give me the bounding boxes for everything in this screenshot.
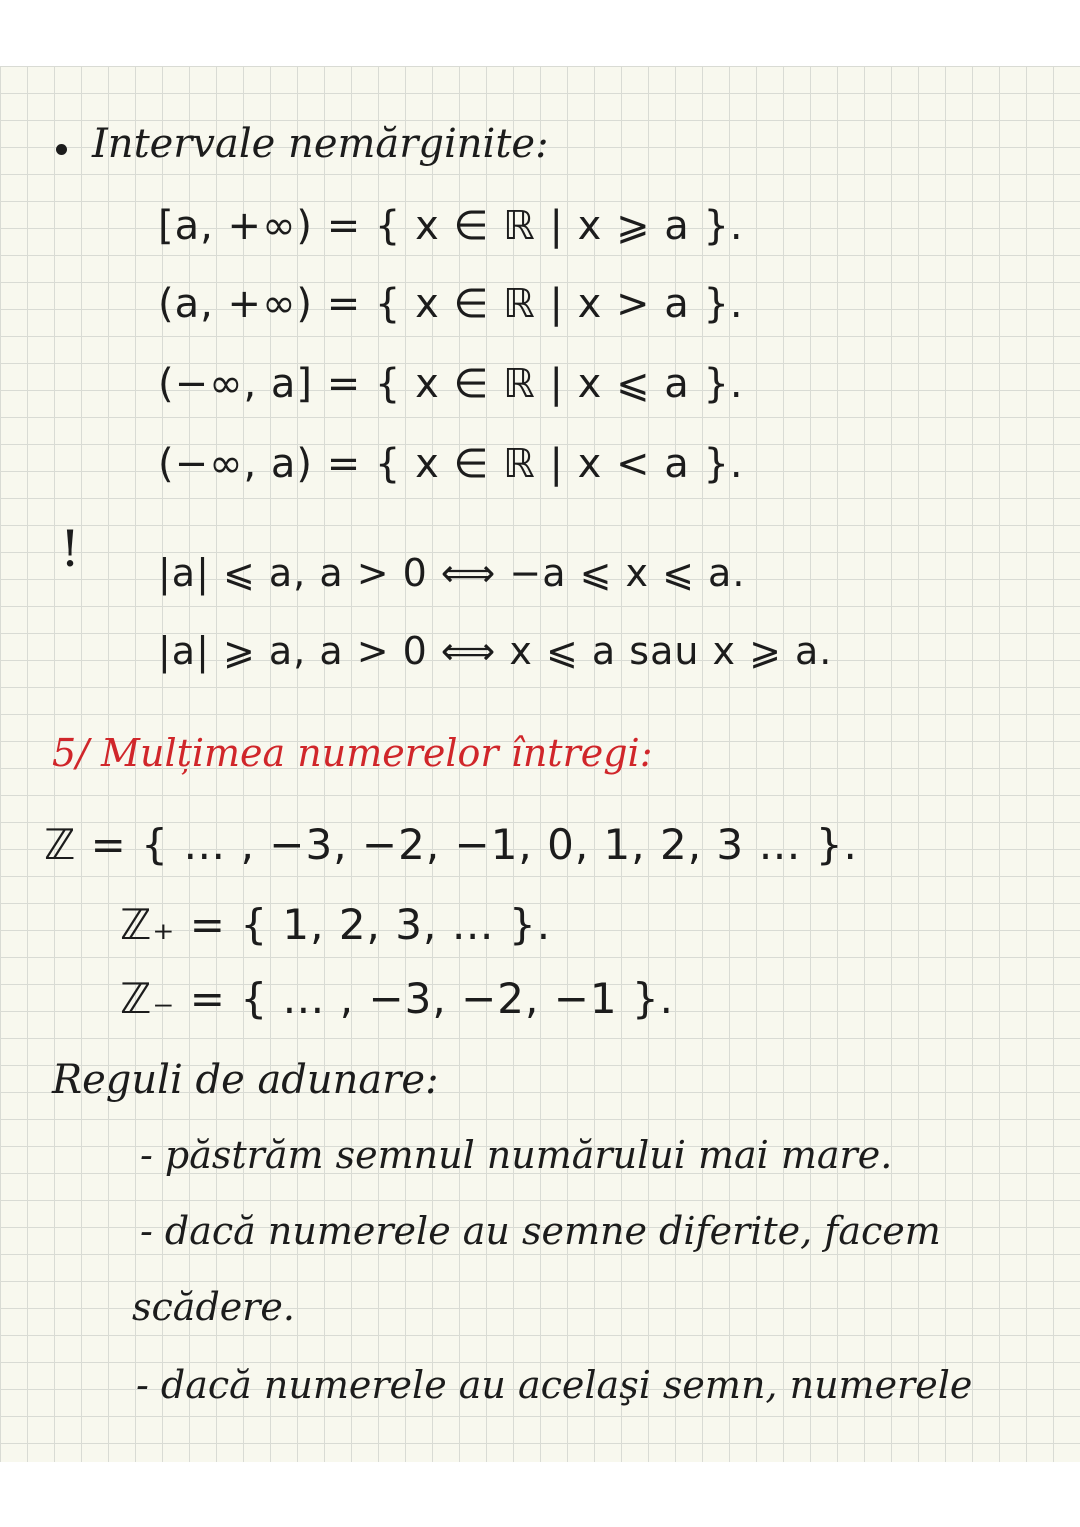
absolute-value-ge-line: |a| ⩾ a, a > 0 ⟺ x ⩽ a sau x ⩾ a. [158,629,833,673]
positive-integers-line: ℤ₊ = { 1, 2, 3, … }. [120,900,552,949]
bullet-dot-icon [56,144,67,155]
rule-item: - dacă numerele au semne diferite, facem [140,1209,941,1253]
integers-section-heading: 5/ Mulțimea numerelor întregi: [52,731,653,775]
rule-item: - dacă numerele au acelaşi semn, numerele [136,1363,973,1407]
interval-open-left-line: (a, +∞) = { x ∈ ℝ | x > a }. [158,281,744,327]
addition-rules-heading: Reguli de adunare: [52,1057,439,1103]
negative-integers-line: ℤ₋ = { … , −3, −2, −1 }. [120,974,675,1023]
grid-paper [0,66,1080,1462]
unbounded-intervals-heading: Intervale nemărginite: [92,121,549,167]
interval-open-right-line: (−∞, a) = { x ∈ ℝ | x < a }. [158,441,744,487]
interval-closed-left-line: [a, +∞) = { x ∈ ℝ | x ⩾ a }. [158,203,744,249]
rule-item-continuation: scădere. [132,1285,295,1329]
interval-closed-right-line: (−∞, a] = { x ∈ ℝ | x ⩽ a }. [158,361,744,407]
exclamation-mark: ! [60,520,81,578]
absolute-value-le-line: |a| ⩽ a, a > 0 ⟺ −a ⩽ x ⩽ a. [158,551,746,595]
rule-item: - păstrăm semnul numărului mai mare. [140,1133,893,1177]
integers-set-line: ℤ = { … , −3, −2, −1, 0, 1, 2, 3 … }. [44,820,858,869]
